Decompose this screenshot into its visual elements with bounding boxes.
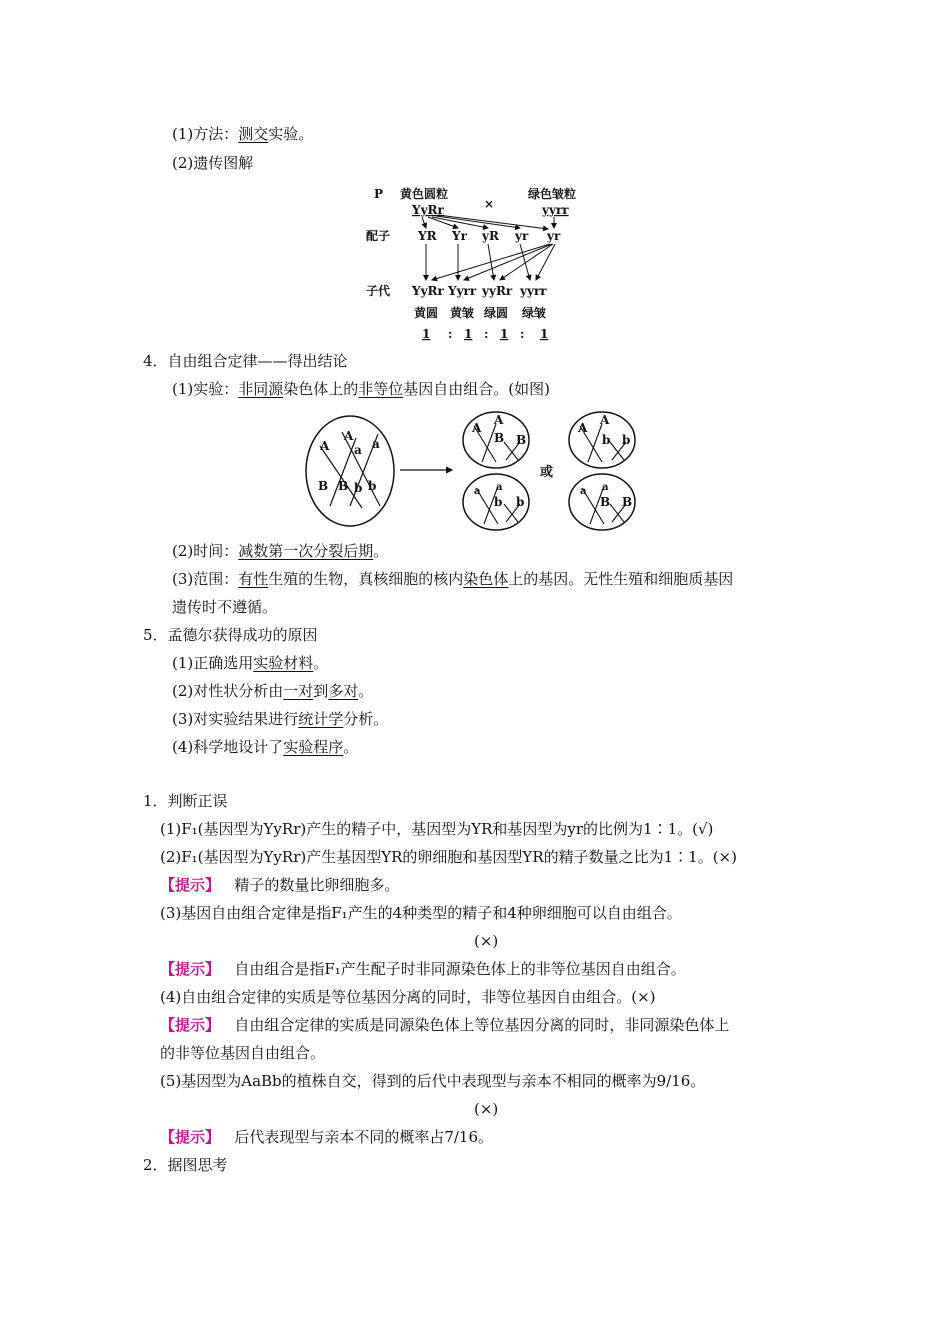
left-label-A2: A [344, 429, 354, 443]
section4-title: 4．自由组合定律——得出结论 [143, 352, 348, 370]
reason4-prefix: (4)科学地设计了 [172, 738, 284, 756]
chromosome-diagram [300, 408, 645, 533]
cell1-label-B1: B [494, 431, 505, 445]
ratio-sep-1: : [448, 327, 453, 341]
phenotype-3: 绿圆 [484, 306, 509, 320]
cell3-label-a2: a [496, 482, 503, 493]
method-suffix: 实验。 [268, 125, 314, 143]
exp-suffix: 基因自由组合。(如图) [403, 380, 551, 398]
cell3-label-b2: b [516, 495, 525, 509]
hint-label: 【提示】 [160, 1128, 221, 1146]
offspring-1: YyRr [412, 284, 444, 298]
section2-title: 2．据图思考 [143, 1156, 228, 1174]
reason-4 [172, 737, 358, 757]
question-4: (4)自由组合定律的实质是等位基因分离的同时，非等位基因自由组合。(×) [160, 988, 656, 1006]
exp-mid: 染色体上的 [283, 380, 359, 398]
hint-3 [160, 959, 686, 979]
ratio-sep-2: : [484, 327, 489, 341]
hint-label: 【提示】 [160, 960, 221, 978]
hint-2-text: 精子的数量比卵细胞多。 [234, 876, 400, 894]
reason1-suffix: 。 [313, 654, 329, 672]
question-1: (1)F₁(基因型为YyRr)产生的精子中，基因型为YR和基因型为yr的比例为1∶1。(√) [160, 820, 714, 838]
range-mid: 生殖的生物，真核细胞的核内 [268, 570, 464, 588]
cell3-label-a1: a [474, 486, 481, 497]
section5-title: 5．孟德尔获得成功的原因 [143, 626, 318, 644]
phenotype-1: 黄圆 [414, 306, 439, 320]
question-5: (5)基因型为AaBb的植株自交，得到的后代中表现型与亲本不相同的概率为9/16。 [160, 1072, 706, 1090]
reason3-prefix: (3)对实验结果进行 [172, 710, 299, 728]
p-label: P [374, 187, 384, 201]
reason1-term: 实验材料 [253, 654, 314, 672]
reason-3 [172, 709, 388, 729]
cell4-label-B1: B [600, 495, 611, 509]
offspring-arrows [426, 244, 555, 280]
diagram-heading: (2)遗传图解 [172, 154, 254, 172]
ratio-2: 1 [464, 327, 473, 341]
reason2-mid: 到 [313, 682, 329, 700]
range-line [172, 569, 733, 589]
exp-term2: 非等位 [358, 380, 404, 398]
parent2-genotype: yyrr [542, 203, 569, 217]
question-3: (3)基因自由组合定律是指F₁产生的4种类型的精子和4种卵细胞可以自由组合。 [160, 904, 682, 922]
phenotype-4: 绿皱 [522, 306, 547, 320]
offspring-3: yyRr [482, 284, 513, 298]
reason-2 [172, 681, 373, 701]
range-cont: 遗传时不遵循。 [172, 598, 278, 616]
hint-5 [160, 1127, 493, 1147]
cell2-label-A2: A [600, 413, 610, 427]
hint-label: 【提示】 [160, 1016, 221, 1034]
reason4-suffix: 。 [343, 738, 359, 756]
exp-prefix: (1)实验： [172, 380, 239, 398]
time-suffix: 。 [373, 542, 389, 560]
question-5-mark: (×) [474, 1100, 499, 1118]
offspring-label: 子代 [366, 284, 391, 298]
left-label-b1: b [354, 481, 363, 495]
reason2-term2: 多对 [328, 682, 359, 700]
left-label-B1: B [318, 479, 329, 493]
method-prefix: (1)方法： [172, 125, 239, 143]
left-label-A1: A [320, 439, 330, 453]
hint-4-text: 自由组合定律的实质是同源染色体上等位基因分离的同时，非同源染色体上 [234, 1016, 730, 1034]
hint-label: 【提示】 [160, 876, 221, 894]
time-line [172, 541, 388, 561]
range-term2: 染色体 [463, 570, 509, 588]
time-prefix: (2)时间： [172, 542, 239, 560]
time-term: 减数第一次分裂后期 [238, 542, 374, 560]
hint-4 [160, 1015, 729, 1035]
exp-term1: 非同源 [238, 380, 284, 398]
left-label-b2: b [368, 479, 377, 493]
method-term: 测交 [238, 125, 269, 143]
gamete-label: 配子 [366, 229, 391, 243]
range-term1: 有性 [238, 570, 269, 588]
reason2-prefix: (2)对性状分析由 [172, 682, 284, 700]
reason3-suffix: 分析。 [343, 710, 389, 728]
reason-1 [172, 653, 328, 673]
cell3-label-b1: b [494, 495, 503, 509]
hint-5-text: 后代表现型与亲本不同的概率占7/16。 [234, 1128, 494, 1146]
parent2-phenotype: 绿色皱粒 [528, 187, 577, 201]
judge-title: 1．判断正误 [143, 792, 228, 810]
parent1-genotype: YyRr [412, 203, 444, 217]
cross-diagram [360, 180, 600, 345]
cell2-label-b1: b [602, 433, 611, 447]
cross-symbol: × [484, 197, 495, 211]
cell1-label-B2: B [516, 433, 527, 447]
question-2: (2)F₁(基因型为YyRr)产生基因型YR的卵细胞和基因型YR的精子数量之比为1∶1。(×) [160, 848, 737, 866]
reason2-suffix: 。 [358, 682, 374, 700]
offspring-2: Yyrr [448, 284, 477, 298]
reason4-term: 实验程序 [283, 738, 344, 756]
parent2-gamete: yr [547, 229, 561, 243]
ratio-3: 1 [500, 327, 509, 341]
method-line [172, 124, 313, 144]
or-label: 或 [540, 465, 554, 480]
phenotype-2: 黄皱 [450, 306, 475, 320]
ratio-4: 1 [540, 327, 549, 341]
cell2-label-b2: b [622, 433, 631, 447]
gamete-2: Yr [452, 229, 467, 243]
reason1-prefix: (1)正确选用 [172, 654, 254, 672]
left-label-a1: a [354, 443, 362, 457]
experiment-line [172, 379, 550, 399]
hint-3-text: 自由组合是指F₁产生配子时非同源染色体上的非等位基因自由组合。 [234, 960, 686, 978]
parent1-phenotype: 黄色圆粒 [400, 187, 449, 201]
range-suffix: 上的基因。无性生殖和细胞质基因 [508, 570, 734, 588]
reason2-term1: 一对 [283, 682, 314, 700]
left-label-a2: a [372, 437, 380, 451]
range-prefix: (3)范围： [172, 570, 239, 588]
cell1-label-A1: A [472, 421, 482, 435]
offspring-4: yyrr [520, 284, 547, 298]
hint-2 [160, 875, 399, 895]
cell4-label-B2: B [622, 495, 633, 509]
gamete-1: YR [418, 229, 437, 243]
cell1-label-A2: A [494, 413, 504, 427]
cell2-label-A1: A [578, 421, 588, 435]
ratio-sep-3: : [520, 327, 525, 341]
hint-4-cont: 的非等位基因自由组合。 [160, 1044, 326, 1062]
left-label-B2: B [338, 479, 349, 493]
reason3-term: 统计学 [298, 710, 344, 728]
gamete-3: yR [482, 229, 499, 243]
gamete-arrows [422, 215, 554, 229]
ratio-1: 1 [422, 327, 431, 341]
question-3-mark: (×) [474, 932, 499, 950]
cell4-label-a1: a [580, 486, 587, 497]
cell4-label-a2: a [602, 482, 609, 493]
gamete-4: yr [515, 229, 529, 243]
